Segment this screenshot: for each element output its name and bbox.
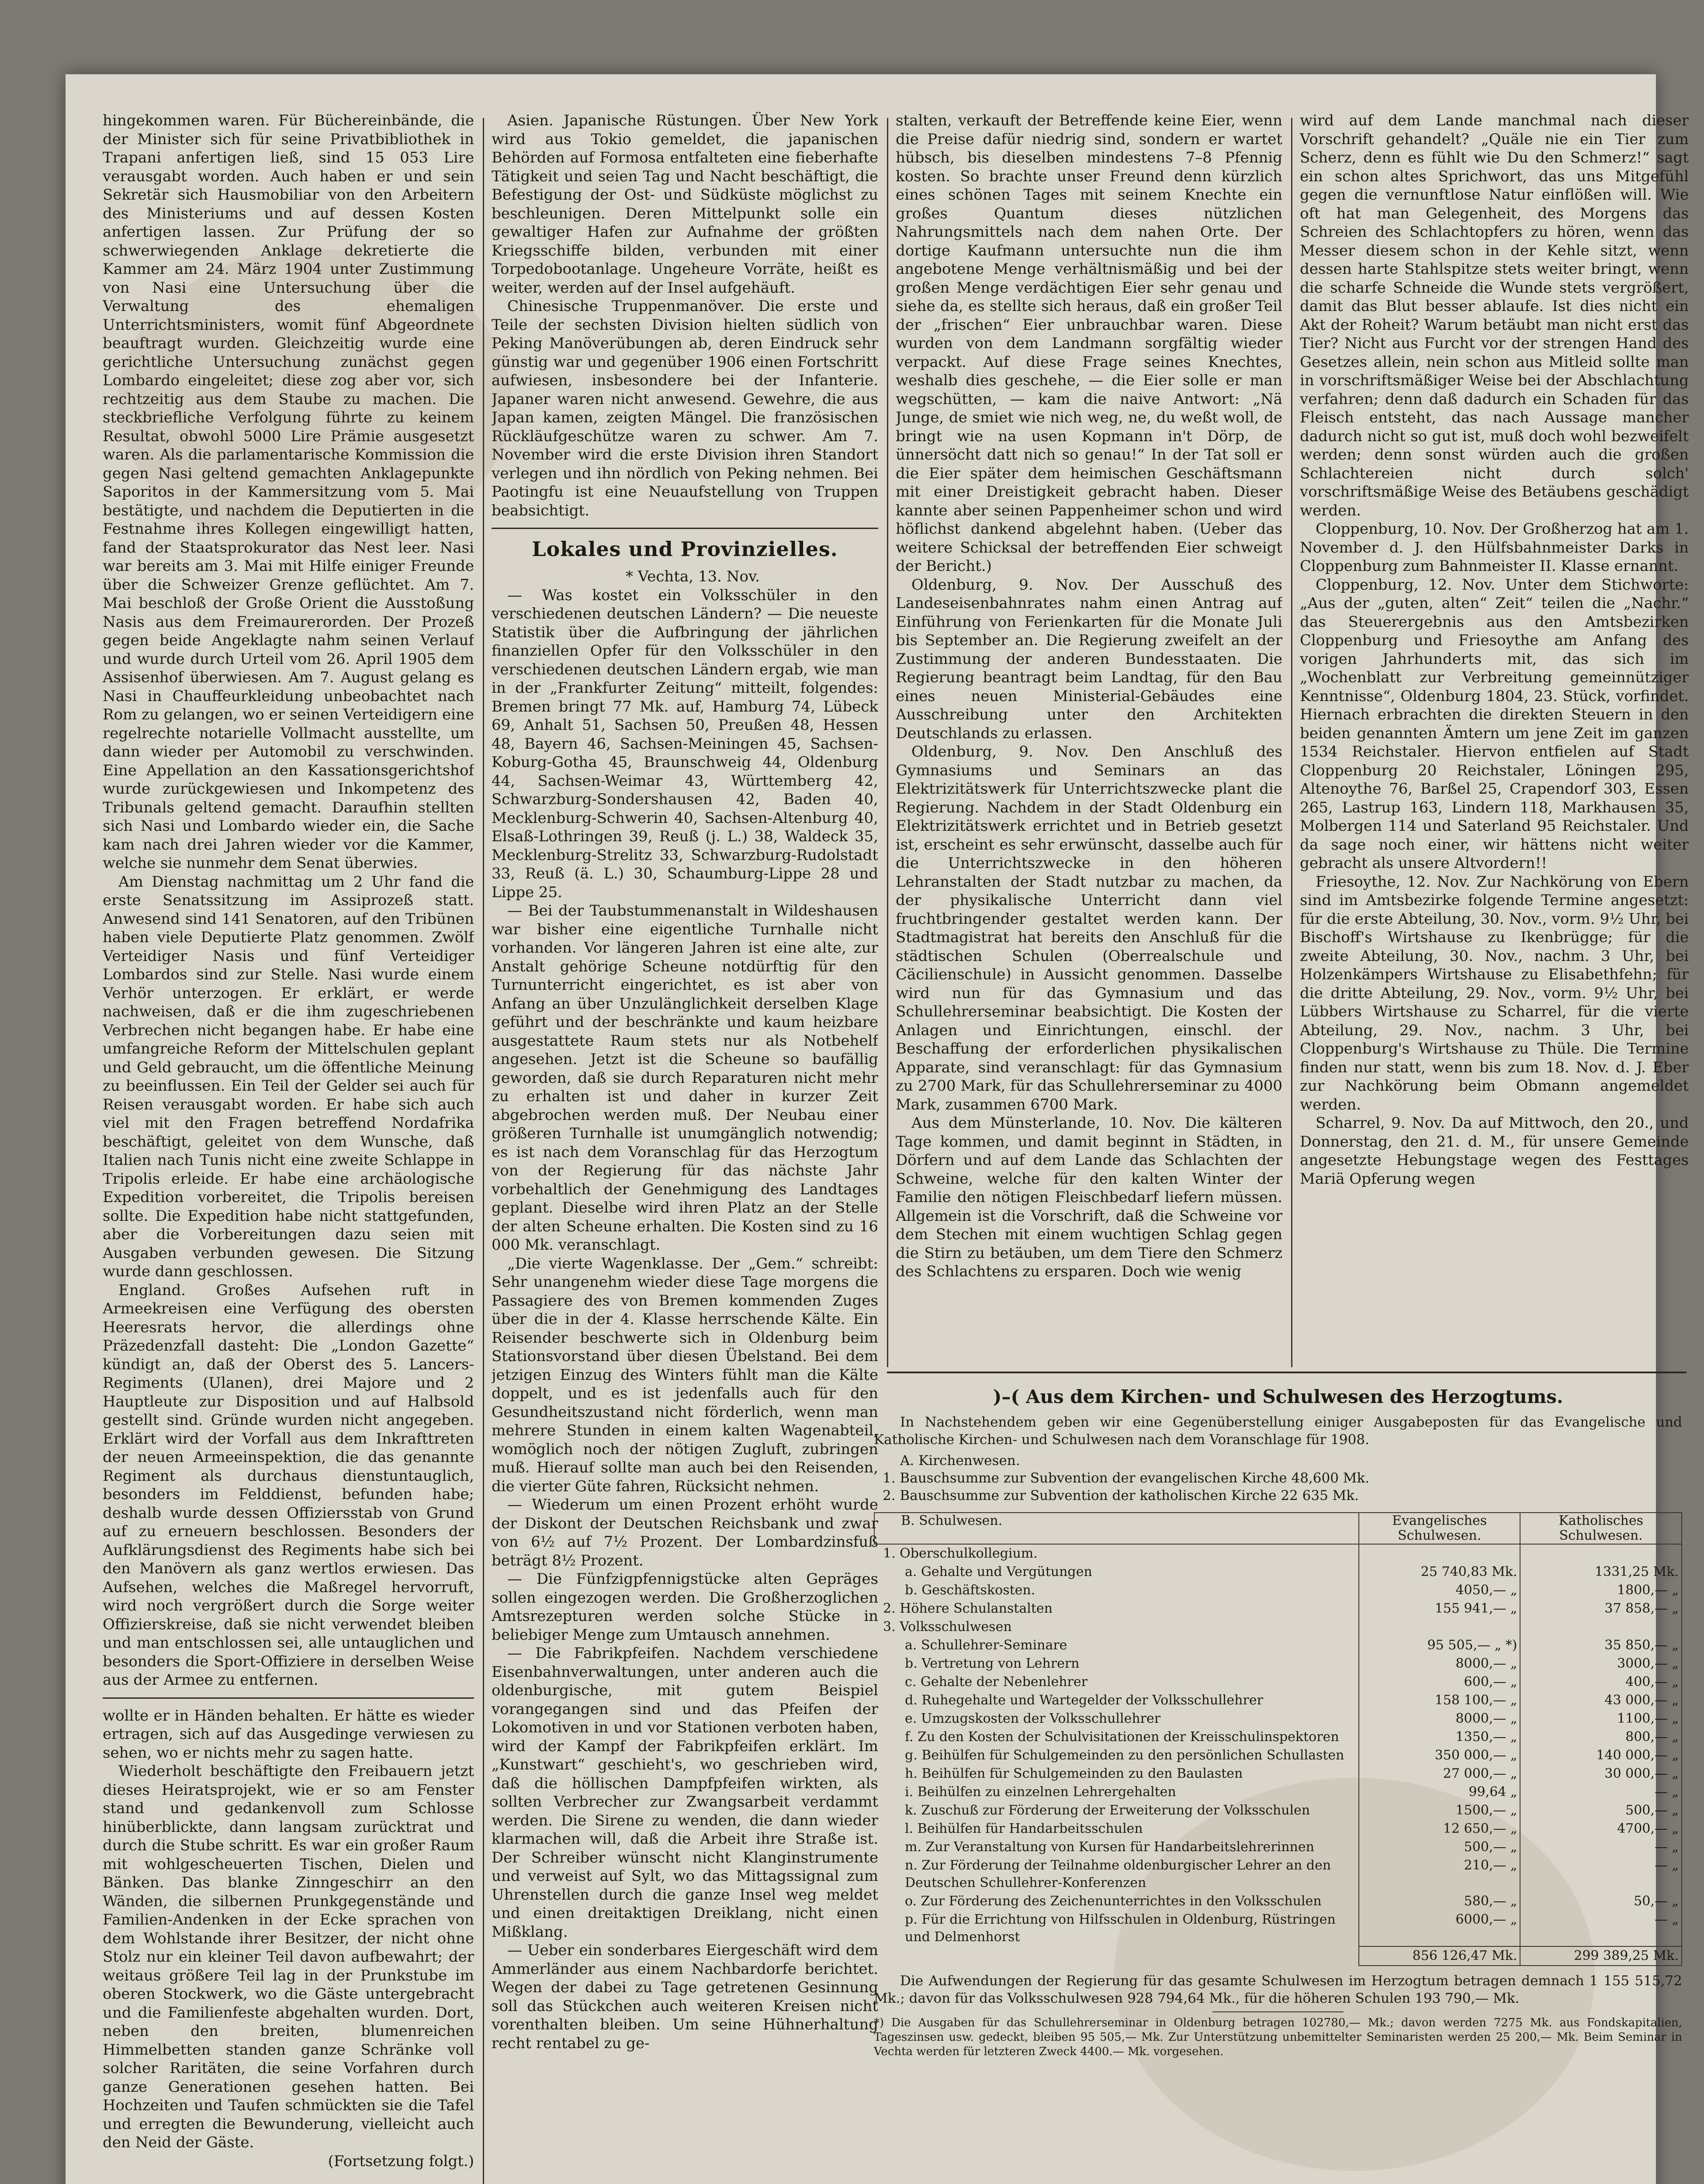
column-rule	[887, 118, 888, 1367]
section-heading: Lokales und Provinzielles.	[532, 537, 838, 561]
church-item-1: 1. Bauschsumme zur Subvention der evangelischen Kirche 48,600 Mk.	[883, 1470, 1370, 1486]
row-value-catholic: 1800,— „	[1520, 1581, 1682, 1600]
article-text: Chinesische Truppenmanöver. Die erste und Teile der sechsten Division hielten südlich von Peking Manöverübungen ab, deren Eindruck sehr günstig war und gegenüber 1906 einen Fortschritt aufwiesen, insbesondere bei der Infanterie. Japaner waren nicht anwesend. Gewehre, die aus Japan kamen, zeigten Mängel. Die französischen Rückläufgeschütze waren zu schwer. Am 7. November wird die erste Division ihren Standort verlegen und ihn nördlich von Peking nehmen. Bei Paotingfu ist eine Neuaufstellung von Truppen beabsichtigt.	[492, 297, 878, 519]
column-header-catholic: Katholisches Schulwesen.	[1520, 1513, 1682, 1544]
article-text: „Die vierte Wagenklasse. Der „Gem.“ schreibt: Sehr unangenehm wieder diese Tage morgens die Passagiere des von Bremen kommenden Zuges über die in der 4. Klasse herrschende Kälte. Ein Reisender beschwerte sich in Oldenburg beim Stationsvorstand über diesen Übelstand. Bei dem jetzigen Einzug des Winters fühlt man die Kälte doppelt, und es ist jedenfalls auch für den Gesundheitszustand nicht förderlich, wenn man mehrere Stunden in einem kalten Wagenabteil, womöglich noch der nötigen Zugluft, zubringen muß. Hierauf sollte man auch bei den Reisenden, die vierter Güte fahren, Rücksicht nehmen.	[492, 1254, 878, 1495]
table-row	[874, 1892, 1682, 1911]
row-label: 1. Oberschulkollegium.	[883, 1546, 1038, 1561]
table-top-rule	[887, 1372, 1687, 1373]
row-label: c. Gehalte der Nebenlehrer	[905, 1674, 1088, 1690]
section-rule	[492, 528, 878, 529]
row-value-catholic: 400,— „	[1520, 1673, 1682, 1691]
row-value-catholic: 500,— „	[1520, 1801, 1682, 1820]
table-row	[874, 1820, 1682, 1838]
dateline: * Vechta, 13. Nov.	[626, 568, 760, 585]
article-text: Aus dem Münsterlande, 10. Nov. Die kälteren Tage kommen, und damit beginnt in Städten, in Dörfern und auf dem Lande das Schlachten der Schweine, welche für den kalten Winter der Familie den nötigen Fleischbedarf liefern müssen. Allgemein ist die Vorschrift, daß die Schweine vor dem Stechen mit einem wuchtigen Schlag gegen die Stirn zu betäuben, um dem Tiere den Schmerz des Schlachtens zu ersparen. Doch wie wenig	[896, 1114, 1282, 1280]
row-value-catholic: 30 000,— „	[1520, 1765, 1682, 1783]
article-text: Oldenburg, 9. Nov. Den Anschluß des Gymnasiums und Seminars an das Elektrizitätswerk für Unterrichtszwecke plant die Regierung. Nachdem in der Stadt Oldenburg ein Elektrizitätswerk errichtet und in Betrieb gesetzt ist, erscheint es sehr erwünscht, dasselbe auch für die Unterrichtszwecke in den höheren Lehranstalten der Stadt nutzbar zu machen, da der physikalische Unterricht dann viel fruchtbringender gestaltet werden kann. Der Stadtmagistrat hat bereits den Anschluß für die städtischen Schulen (Oberrealschule und Cäcilienschule) in Aussicht genommen. Dasselbe wird nun für das Gymnasium und das Schullehrerseminar beabsichtigt. Die Kosten der Anlagen und Einrichtungen, einschl. der Beschaffung der erforderlichen physikalischen Apparate, sind veranschlagt: für das Gymnasium zu 2700 Mark, für das Schullehrerseminar zu 4000 Mark, zusammen 6700 Mark.	[896, 743, 1282, 1113]
row-value-evangelical: 210,— „	[1359, 1856, 1520, 1892]
article-text: Scharrel, 9. Nov. Da auf Mittwoch, den 20., und Donnerstag, den 21. d. M., für unsere Gemeinde angesetzte Hebungstage wegen des Festtages Mariä Opferung wegen	[1300, 1114, 1689, 1188]
budget-footnote: *) Die Ausgaben für das Schullehrerseminar in Oldenburg betragen 102780,— Mk.; davon werden 7275 Mk. aus Fondskapitalien, Tageszinsen usw. gedeckt, bleiben 95 505,— Mk. Zur Unterstützung unbemittelter Seminaristen werden 25 200,— Mk. Beim Seminar in Vechta werden für letzteren Zweck 4400.— Mk. vorgesehen.	[874, 2016, 1682, 2058]
table-row	[874, 1655, 1682, 1673]
table-row	[874, 1746, 1682, 1765]
church-item-2: 2. Bauschsumme zur Subvention der katholischen Kirche 22 635 Mk.	[883, 1488, 1359, 1503]
row-value-evangelical: 95 505,— „ *)	[1359, 1636, 1520, 1655]
row-value-evangelical	[1359, 1618, 1520, 1636]
article-text: Friesoythe, 12. Nov. Zur Nachkörung von Ebern sind im Amtsbezirke folgende Termine angesetzt: für die erste Abteilung, 30. Nov., vorm. 9½ Uhr, bei Bischoff's Wirtshause zu Ikenbrügge; für die zweite Abteilung, 30. Nov., nachm. 3 Uhr, bei Holzenkämpers Wirtshause zu Elisabethfehn; für die dritte Abteilung, 29. Nov., vorm. 9½ Uhr, bei Lübbers Wirtshause zu Scharrel, für die vierte Abteilung, 29. Nov., nachm. 3 Uhr, bei Cloppenburg's Wirtshause zu Thüle. Die Termine finden nur statt, wenn bis zum 18. Nov. d. J. Eber zur Nachkörung beim Obmann angemeldet werden.	[1300, 873, 1689, 1113]
footnote-rule	[1212, 2011, 1344, 2012]
table-row	[874, 1765, 1682, 1783]
table-row	[874, 1600, 1682, 1618]
row-value-evangelical: 27 000,— „	[1359, 1765, 1520, 1783]
row-label: b. Geschäftskosten.	[905, 1583, 1036, 1598]
continued-note: (Fortsetzung folgt.)	[328, 2152, 474, 2170]
column-4	[1300, 111, 1689, 1365]
budget-summary: Die Aufwendungen der Regierung für das gesamte Schulwesen im Herzogtum betragen demnach 1 155 515,72 Mk.; davon für das Volksschulwesen 928 794,64 Mk., für die höheren Schulen 193 790,— Mk.	[874, 1973, 1682, 2006]
column-2	[492, 111, 878, 2184]
row-value-catholic: — „	[1520, 1783, 1682, 1801]
row-label: p. Für die Errichtung von Hilfsschulen in Oldenburg, Rüstringen und Delmenhorst	[905, 1912, 1336, 1945]
column-header-evangelical: Evangelisches Schulwesen.	[1359, 1513, 1520, 1544]
row-value-catholic: 37 858,— „	[1520, 1600, 1682, 1618]
row-label: k. Zuschuß zur Förderung der Erweiterung der Volksschulen	[905, 1803, 1310, 1818]
article-text: Cloppenburg, 12. Nov. Unter dem Stichworte: „Aus der „guten, alten“ Zeit“ teilen die „Nachr.“ das Steuerergebnis aus den Amtsbezirken Cloppenburg und Friesoythe am Anfang des vorigen Jahrhunderts mit, das sich im „Wochenblatt zur Verbreitung gemeinnütziger Kenntnisse“, Oldenburg 1804, 23. Stück, vorfindet. Hiernach erbrachten die direkten Steuern in den beiden genannten Ämtern um jene Zeit im ganzen 1534 Reichstaler. Hiervon entfielen auf Stadt Cloppenburg 20 Reichstaler, Löningen 295, Altenoythe 76, Barßel 25, Crapendorf 303, Essen 265, Lastrup 163, Lindern 118, Markhausen 35, Molbergen 114 und Saterland 95 Reichstaler. Und da sage noch einer, wir hättens nicht weiter gebracht als unsere Altvordern!!	[1300, 576, 1689, 872]
row-label: 2. Höhere Schulanstalten	[883, 1601, 1053, 1616]
row-value-catholic: — „	[1520, 1856, 1682, 1892]
article-text: stalten, verkauft der Betreffende keine Eier, wenn die Preise dafür niedrig sind, sondern er wartet hübsch, bis dieselben mindestens 7–8 Pfennig kosten. So brachte unser Freund denn kürzlich eines schönen Tages mit seinem Knechte ein großes Quantum dieses nützlichen Nahrungsmittels nach dem nahen Orte. Der dortige Kaufmann untersuchte nun die ihm angebotene Menge verhältnismäßig und bei der großen Menge verdächtigen Eier sehr genau und siehe da, es stellte sich heraus, daß ein großer Teil der „frischen“ Eier unbrauchbar waren. Diese wurden von dem Landmann sorgfältig wieder verpackt. Auf diese Frage seines Knechtes, weshalb dies geschehe, — die Eier solle er man wegschütten, — kam die naive Antwort: „Nä Junge, de smiet wie nich weg, ne, du weßt woll, de bringt wie na usen Kopmann in't Dörp, de ünnersöcht datt nich so genau!“ In der Tat soll er die Eier später dem heimischen Geschäftsmann mit einer Dreistigkeit gebracht haben. Dieser kannte aber seinen Pappenheimer schon und wird höflichst dankend abgelehnt haben. (Ueber das weitere Schicksal der betreffenden Eier schweigt der Bericht.)	[896, 112, 1282, 575]
table-total-row	[874, 1946, 1682, 1966]
row-value-evangelical: 25 740,83 Mk.	[1359, 1563, 1520, 1581]
article-text: wird auf dem Lande manchmal nach dieser Vorschrift gehandelt? „Quäle nie ein Tier zum Scherz, denn es fühlt wie Du den Schmerz!“ sagt ein schon altes Sprichwort, das uns Mitgefühl gegen die vernunftlose Natur einflößen will. Wie oft hat man Gelegenheit, des Morgens das Schreien des Schlachtopfers zu hören, wenn das Messer diesem schon in der Kehle sitzt, wenn dessen harte Stahlspitze stets weiter bringt, wenn die scharfe Schneide die Wunde stets vergrößert, damit das Blut besser ablaufe. Ist dies nicht ein Akt der Roheit? Warum betäubt man nicht erst das Tier? Nicht aus Furcht vor der strengen Hand des Gesetzes allein, nein schon aus Mitleid sollte man in vorschriftsmäßiger Weise bei der Abschlachtung verfahren; denn daß dadurch ein Schaden für das Fleisch entsteht, das nach Aussage mancher dadurch nicht so gut ist, muß doch wohl bezweifelt werden; denn sonst würden auch die großen Schlachtereien nicht durch solch' vorschriftsmäßige Weise des Betäubens geschädigt werden.	[1300, 112, 1689, 519]
row-label: 3. Volksschulwesen	[883, 1619, 1012, 1635]
row-label: m. Zur Veranstaltung von Kursen für Handarbeitslehrerinnen	[905, 1839, 1314, 1855]
article-text: — Bei der Taubstummenanstalt in Wildeshausen war bisher eine eigentliche Turnhalle nicht vorhanden. Vor längeren Jahren ist eine alte, zur Anstalt gehörige Scheune notdürftig für den Turnunterricht eingerichtet, es ist aber von Anfang an über Unzulänglichkeit derselben Klage geführt und der beschränkte und kaum heizbare ausgestattete Raum stets nur als Notbehelf angesehen. Jetzt ist die Scheune so baufällig geworden, daß sie durch Reparaturen nicht mehr zu erhalten ist und daher in kurzer Zeit abgebrochen werden muß. Der Neubau einer größeren Turnhalle ist unumgänglich notwendig; es ist nach dem Voranschlag für das Herzogtum von der Regierung für das nächste Jahr vorbehaltlich der Genehmigung des Landtages geplant. Dieselbe wird ihren Platz an der Stelle der alten Scheune erhalten. Die Kosten sind zu 16 000 Mk. veranschlagt.	[492, 902, 878, 1254]
table-row	[874, 1636, 1682, 1655]
article-text: Cloppenburg, 10. Nov. Der Großherzog hat am 1. November d. J. den Hülfsbahnmeister Darks in Cloppenburg zum Bahnmeister II. Klasse ernannt.	[1300, 520, 1689, 575]
row-value-catholic: 43 000,— „	[1520, 1691, 1682, 1710]
table-row	[874, 1673, 1682, 1691]
section-rule	[103, 1697, 474, 1699]
row-label: a. Schullehrer-Seminare	[905, 1638, 1067, 1653]
column-1	[103, 111, 474, 2184]
table-row	[874, 1710, 1682, 1728]
row-label: e. Umzugskosten der Volksschullehrer	[905, 1711, 1161, 1726]
budget-heading: )–( Aus dem Kirchen- und Schulwesen des Herzogtums.	[993, 1386, 1563, 1407]
table-row	[874, 1563, 1682, 1581]
table-row	[874, 1581, 1682, 1600]
row-value-evangelical: 6000,— „	[1359, 1911, 1520, 1946]
article-text: — Die Fünfzigpfennigstücke alten Gepräges sollen eingezogen werden. Die Großherzoglichen Amtsrezepturen werden solche Stücke in beliebiger Menge zum Umtausch annehmen.	[492, 1570, 878, 1644]
feuilleton-text: Wiederholt beschäftigte den Freibauern jetzt dieses Heiratsprojekt, wie er so am Fenster stand und gedankenvoll zum Schlosse hinüberblickte, dann langsam zurücktrat und durch die Stube schritt. Es war ein großer Raum mit wohlgescheuerten Tischen, Dielen und Bänken. Das blanke Zinngeschirr an den Wänden, die silbernen Prunkgegenstände und Familien-Andenken in der Ecke sprachen von dem Wohlstande ihrer Besitzer, der nicht ohne Stolz nur ein kleiner Teil davon aufbewahrt; der weitaus größere Teil lag in der Prunkstube im oberen Stockwerk, wo die Gäste untergebracht und die Familienfeste abgehalten wurden. Dort, neben den breiten, blumenreichen Himmelbetten standen ganze Schränke voll solcher Raritäten, die seine Vorfahren durch ganze Generationen gesehen hatten. Bei Hochzeiten und Taufen schmückten sie die Tafel und erregten die Bewunderung, vielleicht auch den Neid der Gäste.	[103, 1762, 474, 2151]
row-label: d. Ruhegehalte und Wartegelder der Volksschullehrer	[905, 1693, 1263, 1708]
row-value-evangelical: 500,— „	[1359, 1838, 1520, 1856]
budget-section	[874, 1385, 1682, 2070]
total-catholic: 299 389,25 Mk.	[1520, 1946, 1682, 1966]
row-value-evangelical: 99,64 „	[1359, 1783, 1520, 1801]
article-text: England. Großes Aufsehen ruft in Armeekreisen eine Verfügung des obersten Heeresrats hervor, die allerdings ohne Präzedenzfall dasteht: Die „London Gazette“ kündigt an, daß der Oberst des 5. Lancers-Regiments (Ulanen), drei Majore und 2 Hauptleute zur Disposition und auf Halbsold gestellt sind. Gründe wurden nicht angegeben. Erklärt wird der Vorfall aus dem Inkrafttreten der neuen Armeeinspektion, die das genannte Regiment als durchaus dienstuntauglich, besonders im Felddienst, befunden habe; deshalb wurde dessen Offiziersstab von Grund auf zu erneuern beschlossen. Besonders der Aufklärungsdienst des Regiments habe sich bei den Manövern als ganz wertlos erwiesen. Das Aufsehen, welches die Maßregel hervorruft, wird noch vergrößert durch die Sorge weiter Offizierskreise, daß sie nicht verwendet bleiben und man entschlossen sei, alle untauglichen und besonders die Sport-Offiziere in derselben Weise aus der Armee zu entfernen.	[103, 1281, 474, 1689]
section-b-header: B. Schulwesen.	[874, 1513, 1359, 1544]
article-text: Asien. Japanische Rüstungen. Über New York wird aus Tokio gemeldet, die japanischen Behörden auf Formosa entfalteten eine fieberhafte Tätigkeit und seien Tag und Nacht beschäftigt, die Befestigung der Ost- und Südküste möglichst zu beschleunigen. Deren Mittelpunkt solle ein gewaltiger Hafen zur Aufnahme der größten Kriegsschiffe bilden, verbunden mit einer Torpedobootanlage. Ungeheure Vorräte, heißt es weiter, werden auf der Insel aufgehäuft.	[492, 112, 878, 297]
row-value-catholic: 35 850,— „	[1520, 1636, 1682, 1655]
row-value-catholic: 1331,25 Mk.	[1520, 1563, 1682, 1581]
table-row	[874, 1783, 1682, 1801]
row-value-evangelical: 600,— „	[1359, 1673, 1520, 1691]
article-text: — Die Fabrikpfeifen. Nachdem verschiedene Eisenbahnverwaltungen, unter anderen auch die oldenburgische, mit gutem Beispiel vorangegangen sind und das Pfeifen der Lokomotiven in und vor Stationen verboten haben, wird der Kampf der Fabrikpfeifen erklärt. Im „Kunstwart“ geschieht's, wo geschrieben wird, daß die höllischen Dampfpfeifen wirkten, als sollten Verbrecher zur Zwangsarbeit verdammt werden. Die Sirene zu wenden, die dann wieder klarmachen will, daß die Arbeit ihre Straße ist. Der Schreiber wünscht nicht Klanginstrumente und verweist auf Sylt, wo das Mittagssignal zum Uhrenstellen durch die ganze Insel weg meldet und einen dreitaktigen Dreiklang, nicht einen Mißklang.	[492, 1645, 878, 1941]
row-label: f. Zu den Kosten der Schulvisitationen der Kreisschulinspektoren	[905, 1729, 1339, 1745]
row-value-catholic: 50,— „	[1520, 1892, 1682, 1911]
table-row	[874, 1618, 1682, 1636]
row-value-catholic	[1520, 1618, 1682, 1636]
row-label: g. Beihülfen für Schulgemeinden zu den persönlichen Schullasten	[905, 1748, 1344, 1763]
school-budget-table	[874, 1512, 1682, 1966]
row-value-evangelical: 350 000,— „	[1359, 1746, 1520, 1765]
table-row	[874, 1838, 1682, 1856]
row-label: h. Beihülfen für Schulgemeinden zu den Baulasten	[905, 1766, 1243, 1781]
row-label: b. Vertretung von Lehrern	[905, 1656, 1080, 1671]
row-value-catholic: — „	[1520, 1911, 1682, 1946]
column-rule	[1291, 118, 1292, 1367]
table-header-row	[874, 1513, 1682, 1544]
row-label: l. Beihülfen für Handarbeitsschulen	[905, 1821, 1143, 1836]
row-value-evangelical: 8000,— „	[1359, 1710, 1520, 1728]
article-text: — Wiederum um einen Prozent erhöht wurde der Diskont der Deutschen Reichsbank und zwar von 6½ auf 7½ Prozent. Der Lombardzinsfuß beträgt 8½ Prozent.	[492, 1496, 878, 1569]
row-value-evangelical: 1350,— „	[1359, 1728, 1520, 1746]
row-value-catholic: — „	[1520, 1838, 1682, 1856]
section-a: A. Kirchenwesen.	[900, 1453, 1020, 1469]
row-value-catholic: 1100,— „	[1520, 1710, 1682, 1728]
table-row	[874, 1911, 1682, 1946]
row-label: a. Gehalte und Vergütungen	[905, 1564, 1092, 1579]
row-value-catholic: 140 000,— „	[1520, 1746, 1682, 1765]
row-value-evangelical: 1500,— „	[1359, 1801, 1520, 1820]
row-label: n. Zur Förderung der Teilnahme oldenburgischer Lehrer an den Deutschen Schullehrer-Konferenzen	[905, 1858, 1331, 1890]
column-3	[896, 111, 1282, 1365]
row-label: o. Zur Förderung des Zeichenunterrichtes in den Volksschulen	[905, 1894, 1322, 1909]
total-evangelical: 856 126,47 Mk.	[1359, 1946, 1520, 1966]
feuilleton-text: wollte er in Händen behalten. Er hätte es wieder ertragen, sich auf das Ausgedinge verwiesen zu sehen, wo er nichts mehr zu sagen hatte.	[103, 1707, 474, 1762]
table-row	[874, 1728, 1682, 1746]
table-row	[874, 1856, 1682, 1892]
article-text: — Was kostet ein Volksschüler in den verschiedenen deutschen Ländern? — Die neueste Statistik über die Aufbringung der jährlichen finanziellen Opfer für den Volksschüler in den verschiedenen deutschen Ländern ergab, wie man in der „Frankfurter Zeitung“ mitteilt, folgendes: Bremen bringt 77 Mk. auf, Hamburg 74, Lübeck 69, Anhalt 51, Sachsen 50, Preußen 48, Hessen 48, Bayern 46, Sachsen-Meiningen 45, Sachsen-Koburg-Gotha 45, Braunschweig 44, Oldenburg 44, Sachsen-Weimar 43, Württemberg 42, Schwarzburg-Sondershausen 42, Baden 40, Mecklenburg-Schwerin 40, Sachsen-Altenburg 40, Elsaß-Lothringen 39, Reuß (j. L.) 38, Waldeck 35, Mecklenburg-Strelitz 33, Schwarzburg-Rudolstadt 33, Reuß (ä. L.) 30, Schaumburg-Lippe 28 und Lippe 25.	[492, 586, 878, 901]
row-value-evangelical	[1359, 1544, 1520, 1563]
row-value-catholic: 3000,— „	[1520, 1655, 1682, 1673]
row-value-evangelical: 158 100,— „	[1359, 1691, 1520, 1710]
article-text: hingekommen waren. Für Büchereinbände, die der Minister sich für seine Privatbibliothek in Trapani anfertigen ließ, sind 15 053 Lire verausgabt worden. Auch haben er und sein Sekretär sich Hausmobiliar von den Arbeitern des Ministeriums und auf dessen Kosten anfertigen lassen. Zur Prüfung der so schwerwiegenden Anklage dekretierte die Kammer am 24. März 1904 unter Zustimmung von Nasi eine Untersuchung über die Verwaltung des ehemaligen Unterrichtsministers, womit fünf Abgeordnete beauftragt wurden. Gleichzeitig wurde eine gerichtliche Untersuchung zunächst gegen Lombardo eingeleitet; diese zog aber vor, sich rechtzeitig aus dem Staube zu machen. Die steckbriefliche Verfolgung führte zu keinem Resultat, obwohl 5000 Lire Prämie ausgesetzt waren. Als die parlamentarische Kommission die gegen Nasi geltend gemachten Anklagepunkte Saporitos in der Kammersitzung vom 5. Mai bestätigte, und nachdem die Deputierten in die Festnahme ihres Kollegen eingewilligt hatten, fand der Staatsprokurator das Nest leer. Nasi war bereits am 3. Mai mit Hilfe einiger Freunde über die Schweizer Grenze geflüchtet. Am 7. Mai beschloß der Große Orient die Ausstoßung Nasis aus dem Freimaurerorden. Der Prozeß gegen beide Angeklagte nahm seinen Verlauf und wurde durch Urteil vom 26. April 1905 dem Assisenhof überwiesen. Am 7. August gelang es Nasi in Chauffeurkleidung unbeobachtet nach Rom zu gelangen, wo er seinen Verteidigern eine regelrechte notarielle Vollmacht ausstellte, um dann wieder per Automobil zu verschwinden. Eine Appellation an den Kassationsgerichtshof wurde zurückgewiesen und Inkompetenz des Tribunals geltend gemacht. Daraufhin stellten sich Nasi und Lombardo wieder ein, die Sache kam nach drei Jahren wieder vor die Kammer, welche sie nunmehr dem Senat überwies.	[103, 112, 474, 872]
table-row	[874, 1544, 1682, 1563]
row-value-catholic	[1520, 1544, 1682, 1563]
column-rule	[483, 118, 484, 2184]
budget-intro: In Nachstehendem geben wir eine Gegenüberstellung einiger Ausgabeposten für das Evangelische und Katholische Kirchen- und Schulwesen nach dem Voranschlage für 1908.	[874, 1414, 1682, 1448]
row-value-evangelical: 8000,— „	[1359, 1655, 1520, 1673]
row-label: i. Beihülfen zu einzelnen Lehrergehalten	[905, 1784, 1176, 1800]
row-value-evangelical: 4050,— „	[1359, 1581, 1520, 1600]
row-value-evangelical: 12 650,— „	[1359, 1820, 1520, 1838]
row-value-catholic: 4700,— „	[1520, 1820, 1682, 1838]
row-value-catholic: 800,— „	[1520, 1728, 1682, 1746]
row-value-evangelical: 155 941,— „	[1359, 1600, 1520, 1618]
table-row	[874, 1691, 1682, 1710]
article-text: Am Dienstag nachmittag um 2 Uhr fand die erste Senatssitzung im Assiprozeß statt. Anwesend sind 141 Senatoren, auf den Tribünen haben viele Deputierte Platz genommen. Zwölf Verteidiger Nasis und fünf Verteidiger Lombardos sind zur Stelle. Nasi wurde einem Verhör unterzogen. Er erklärt, er werde nachweisen, daß er die ihm zugeschriebenen Verbrechen nicht begangen habe. Er habe eine umfangreiche Reform der Mittelschulen geplant und Geld gebraucht, um die öffentliche Meinung zu beeinflussen. Ein Teil der Gelder sei auch für Reisen verausgabt worden. Er habe sich auch viel mit den Fragen betreffend Nordafrika beschäftigt, geleitet von dem Wunsche, daß Italien nach Tunis nicht eine zweite Schlappe in Tripolis erleide. Er habe eine archäologische Expedition vorbereitet, die Tripolis bereisen sollte. Die Expedition habe nicht stattgefunden, aber die Vorbereitungen dazu seien mit Ausgaben verbunden gewesen. Die Sitzung wurde dann geschlossen.	[103, 873, 474, 1280]
article-text: — Ueber ein sonderbares Eiergeschäft wird dem Ammerländer aus einem Nachbardorfe berichtet. Wegen der dabei zu Tage getretenen Gesinnung soll das Stückchen auch weiteren Kreisen nicht vorenthalten bleiben. Um seine Hühnerhaltung recht rentabel zu ge-	[492, 1942, 878, 2052]
article-text: Oldenburg, 9. Nov. Der Ausschuß des Landeseisenbahnrates nahm einen Antrag auf Einführung von Ferienkarten für die Monate Juli bis September an. Die Regierung zweifelt an der Zustimmung der anderen Bundesstaaten. Die Regierung beantragt beim Landtag, für den Bau eines neuen Ministerial-Gebäudes eine Ausschreibung unter den Architekten Deutschlands zu erlassen.	[896, 576, 1282, 742]
row-value-evangelical: 580,— „	[1359, 1892, 1520, 1911]
table-row	[874, 1801, 1682, 1820]
